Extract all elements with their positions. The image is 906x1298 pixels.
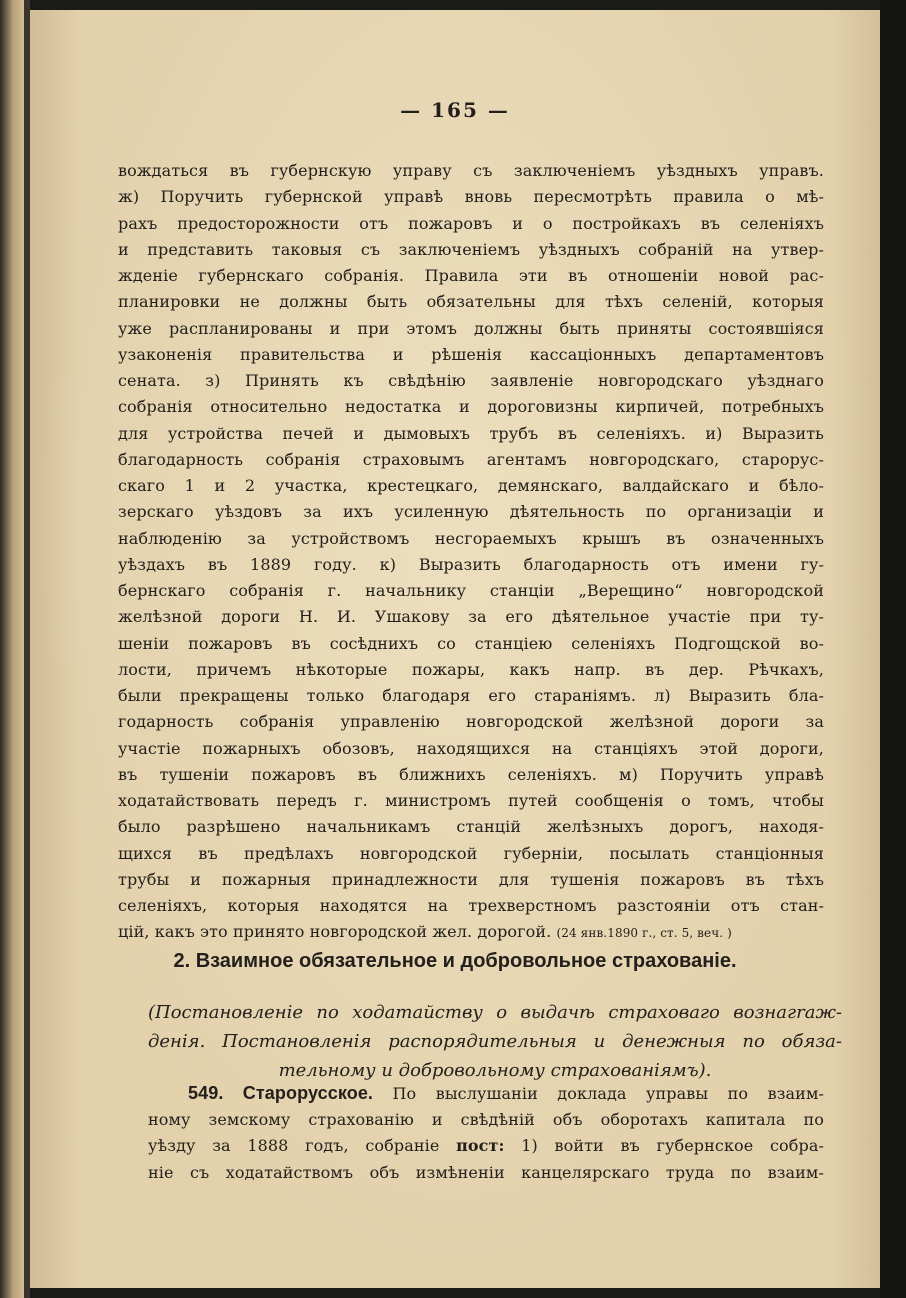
body-line: щихся въ предѣлахъ новгородской губерніи, посылать станціонныя	[118, 843, 824, 863]
subheading-line: (Постановленіе по ходатайству о выдачѣ страховаго вознагraж-	[148, 1002, 842, 1023]
body-line: желѣзной дороги Н. И. Ушакову за его дѣятельное участіе при ту-	[118, 607, 824, 627]
entry-line	[148, 1080, 824, 1107]
body-citation: (24 янв.1890 г., ст. 5, веч. )	[556, 926, 732, 941]
page-number: — 165 —	[400, 98, 510, 122]
body-line: для устройства печей и дымовыхъ трубъ въ селеніяхъ. и) Выразить	[118, 423, 824, 443]
body-line: планировки не должны быть обязательны для тѣхъ селеній, которыя	[118, 292, 824, 312]
section-subheading	[148, 998, 842, 1085]
body-line: наблюденію за устройствомъ несгораемыхъ крышъ въ означенныхъ	[118, 528, 824, 548]
scan-background	[880, 0, 906, 1298]
body-line: узаконенія правительства и рѣшенія кассаціонныхъ департаментовъ	[118, 344, 824, 364]
body-line: участіе пожарныхъ обозовъ, находящихся на станціяхъ этой дороги,	[118, 738, 824, 758]
entry-text: уѣзду за 1888 годъ, собраніе	[148, 1136, 440, 1155]
body-line: было разрѣшено начальникамъ станцій желѣзныхъ дорогъ, находя-	[118, 817, 824, 837]
body-line: уже распланированы и при этомъ должны быть приняты состоявшіяся	[118, 318, 824, 338]
body-line: ходатайствовать передъ г. министромъ путей сообщенія о томъ, чтобы	[118, 791, 824, 810]
body-line: лости, причемъ нѣкоторые пожары, какъ напр. въ дер. Рѣчкахъ,	[118, 659, 824, 679]
entry-line: ному земскому страхованію и свѣдѣній объ оборотахъ капитала по	[148, 1109, 824, 1129]
body-line: и представить таковыя съ заключеніемъ уѣздныхъ собраній на утвер-	[118, 239, 824, 259]
body-line: были прекращены только благодаря его стараніямъ. л) Выразить бла-	[118, 686, 824, 705]
body-text	[118, 158, 824, 946]
body-last-line	[118, 919, 824, 945]
body-line: селеніяхъ, которыя находятся на трехверстномъ разстояніи отъ стан-	[118, 896, 824, 915]
book-page	[30, 10, 880, 1288]
body-line: рахъ предосторожности отъ пожаровъ и о постройкахъ въ селеніяхъ	[118, 213, 824, 233]
body-line: годарность собранія управленію новгородской желѣзной дороги за	[118, 712, 824, 732]
entry-line	[148, 1133, 824, 1160]
section-heading: 2. Взаимное обязательное и добровольное страхованіе.	[173, 950, 737, 972]
body-line: бернскаго собранія г. начальнику станціи „Верещино“ новгородской	[118, 581, 824, 600]
body-line: шеніи пожаровъ въ сосѣднихъ со станціею селеніяхъ Подгощской во-	[118, 633, 824, 653]
subheading-line: денія. Постановленія распорядительныя и денежныя по обяза-	[148, 1031, 842, 1052]
entry-text: По выслушаніи доклада управы по взаим-	[392, 1084, 824, 1103]
subheading-line: тельному и добровольному страхованіямъ).	[278, 1060, 712, 1081]
entry-line: ніе съ ходатайствомъ объ измѣненіи канцелярскаго труда по взаим-	[148, 1162, 824, 1182]
entry-resolution-label: пост:	[456, 1136, 505, 1155]
body-line: скаго 1 и 2 участка, крестецкаго, демянскаго, валдайскаго и бѣло-	[118, 476, 824, 495]
body-line: зерскаго уѣздовъ за ихъ усиленную дѣятельность по организаціи и	[118, 502, 824, 522]
entry-text: 1) войти въ губернское собра-	[521, 1136, 824, 1155]
previous-page-edge	[0, 0, 24, 1298]
body-last-line-text: цій, какъ это принято новгородской жел. дорогой.	[118, 922, 552, 942]
body-line: ж) Поручить губернской управѣ вновь пересмотрѣть правила о мѣ-	[118, 187, 824, 207]
body-line: трубы и пожарныя принадлежности для тушенія пожаровъ въ тѣхъ	[118, 869, 824, 889]
body-line: вождаться въ губернскую управу съ заключеніемъ уѣздныхъ управъ.	[118, 161, 824, 180]
body-lines	[118, 158, 824, 919]
body-line: благодарность собранія страховымъ агентамъ новгородскаго, старорус-	[118, 449, 824, 469]
body-line: собранія относительно недостатка и дороговизны кирпичей, потребныхъ	[118, 397, 824, 417]
body-line: уѣздахъ въ 1889 году. к) Выразить благодарность отъ имени гу-	[118, 554, 824, 574]
body-line: жденіе губернскаго собранія. Правила эти въ отношеніи новой рас-	[118, 266, 824, 285]
entry-number: 549. Старорусское.	[188, 1083, 374, 1103]
body-line: сената. з) Принять къ свѣдѣнію заявленіе новгородскаго уѣзднаго	[118, 371, 824, 390]
body-line: въ тушеніи пожаровъ въ ближнихъ селеніяхъ. м) Поручить управѣ	[118, 764, 824, 784]
entry-549	[148, 1080, 824, 1186]
